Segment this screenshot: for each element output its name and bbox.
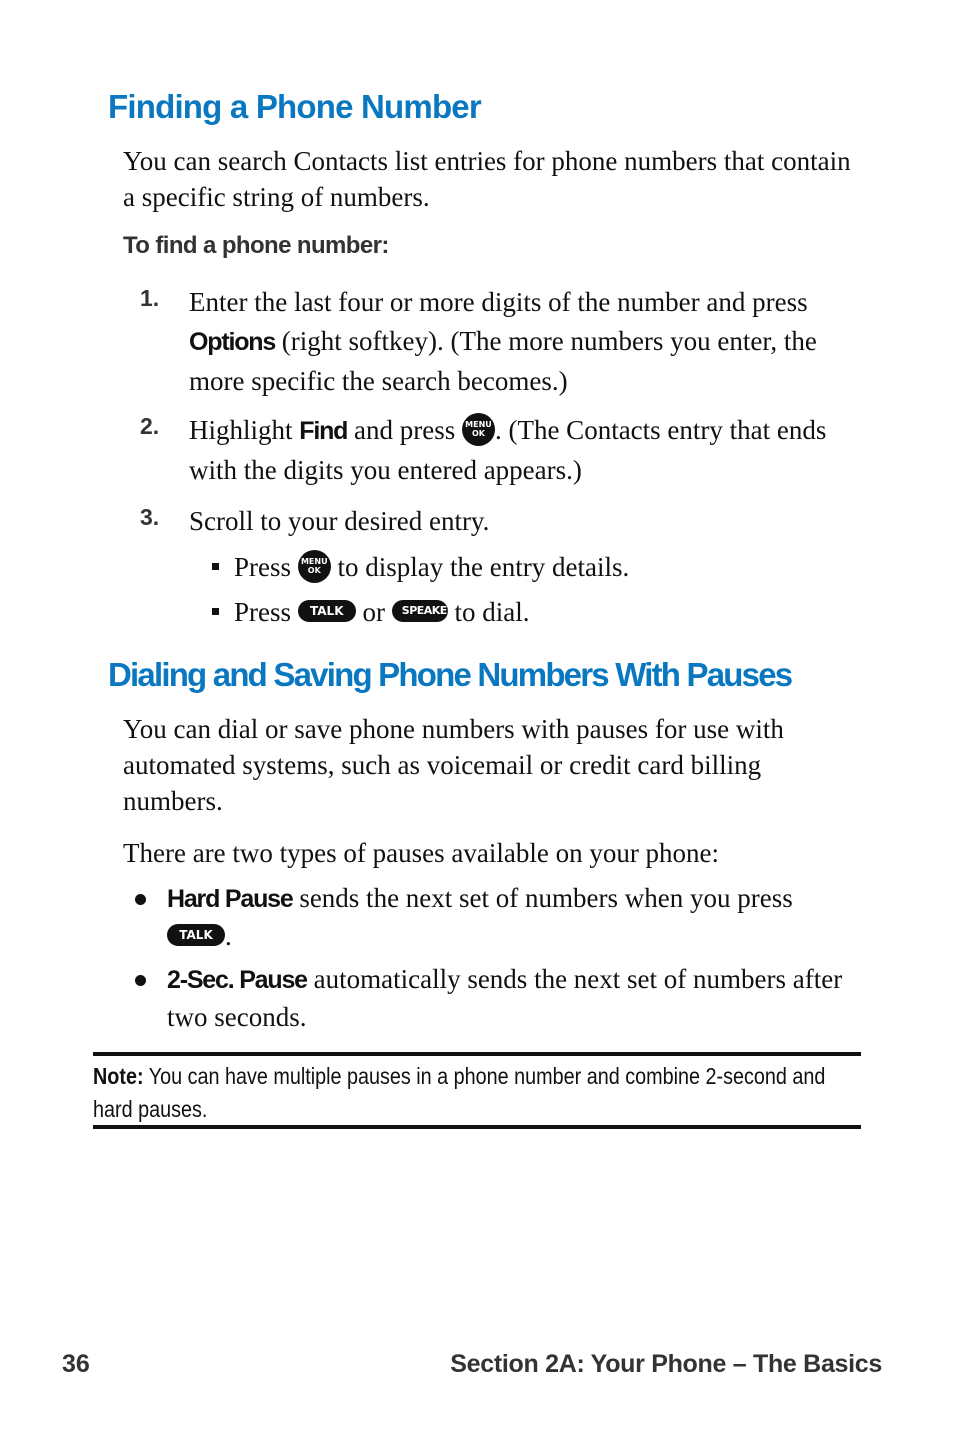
step-text: Enter the last four or more digits of the number and press Options (right softkey). (The more numbers you enter, the more specific the search becomes.) (189, 287, 817, 396)
talk-key-icon: TALK (298, 600, 356, 622)
talk-key-icon: TALK (167, 924, 225, 946)
note-label: Note: (93, 1063, 144, 1089)
section-title-finding: Finding a Phone Number (108, 88, 481, 125)
sub-bullet-dial: Press TALK or SPEAKER to dial. (212, 594, 852, 630)
note-top-rule (93, 1052, 861, 1056)
note-box (93, 1060, 853, 1126)
step-number: 3. (140, 504, 160, 530)
options-key-label: Options (189, 328, 276, 356)
step-text: Highlight Find and press MENU OK . (The Contacts entry that ends with the digits you entered appears.) (189, 415, 827, 485)
section-title-pauses: Dialing and Saving Phone Numbers With Pauses (108, 656, 792, 693)
note-bottom-rule (93, 1125, 861, 1129)
hard-pause-label: Hard Pause (167, 885, 293, 913)
step-text: Scroll to your desired entry. (189, 506, 490, 536)
page-number: 36 (62, 1350, 90, 1378)
footer-section-title: Section 2A: Your Phone – The Basics (450, 1350, 882, 1378)
procedure-subhead: To find a phone number: (123, 232, 389, 259)
menu-ok-key-icon: MENU OK (298, 550, 331, 583)
round-bullet-icon (135, 975, 146, 986)
sub-bullet-display: Press MENU OK to display the entry details. (212, 549, 852, 586)
step-number: 1. (140, 285, 160, 311)
square-bullet-icon (212, 563, 219, 570)
intro-paragraph: You can search Contacts list entries for phone numbers that contain a specific string of numbers. (123, 146, 851, 212)
square-bullet-icon (212, 608, 219, 615)
round-bullet-icon (135, 894, 146, 905)
speaker-key-icon: SPEAKER (392, 600, 448, 622)
pause-types-line: There are two types of pauses available on your phone: (123, 838, 720, 868)
find-key-label: Find (299, 417, 348, 445)
pauses-intro-paragraph: You can dial or save phone numbers with pauses for use with automated systems, such as voicemail or credit card billing numbers. (123, 714, 784, 816)
note-text: You can have multiple pauses in a phone number and combine 2-second and hard pauses. (93, 1063, 826, 1122)
2sec-pause-label: 2-Sec. Pause (167, 966, 307, 994)
step-number: 2. (140, 413, 160, 439)
menu-ok-key-icon: MENU OK (462, 413, 495, 446)
